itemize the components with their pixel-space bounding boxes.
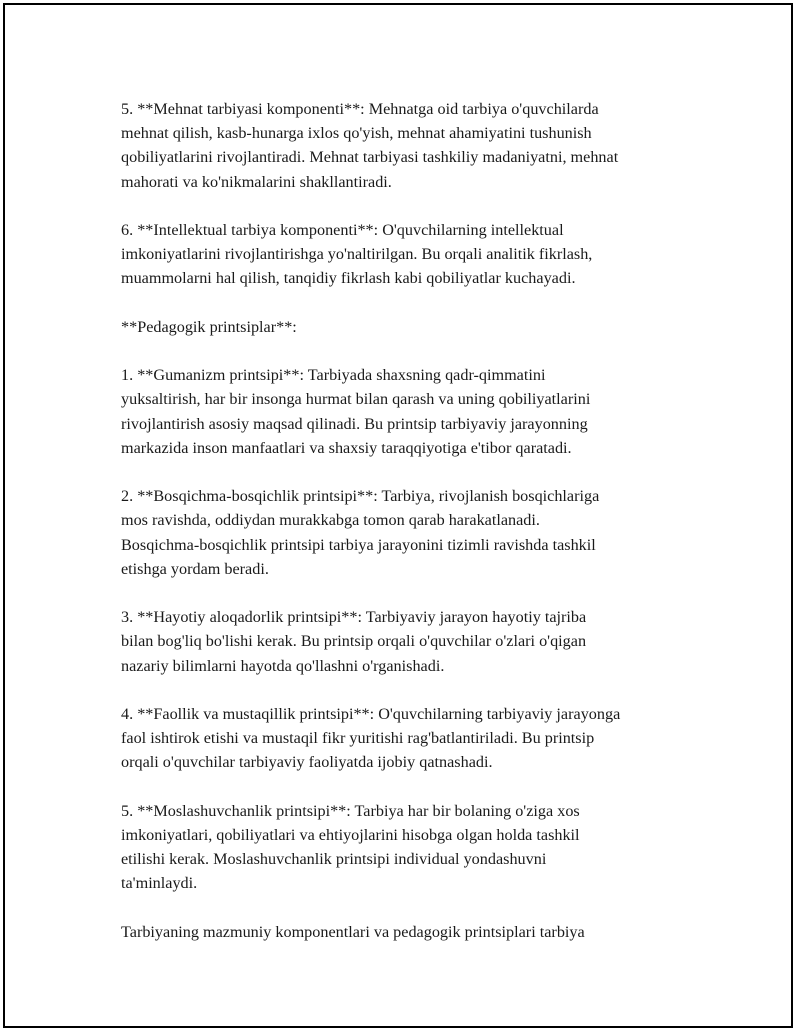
text-line: qobiliyatlarini rivojlantiradi. Mehnat tarbiyasi tashkiliy madaniyatni, mehnat [121, 148, 619, 167]
text-line: nazariy bilimlarni hayotda qo'llashni o'rganishadi. [121, 656, 445, 675]
text-line: 5. **Moslashuvchanlik printsipi**: Tarbiya har bir bolaning o'ziga xos [121, 801, 580, 820]
text-line: etishga yordam beradi. [121, 559, 269, 578]
paragraph-moslashuvchanlik [121, 799, 701, 896]
paragraph-faollik-mustaqillik [121, 702, 701, 775]
paragraph-intellektual-tarbiya [121, 218, 701, 291]
text-line: 5. **Mehnat tarbiyasi komponenti**: Mehnatga oid tarbiya o'quvchilarda [121, 100, 599, 118]
section-heading-pedagogik-printsiplar [121, 315, 701, 339]
text-line: mahorati va ko'nikmalarini shakllantiradi. [121, 172, 392, 191]
text-line: Bosqichma-bosqichlik printsipi tarbiya jarayonini tizimli ravishda tashkil [121, 535, 596, 554]
text-line: yuksaltirish, har bir insonga hurmat bilan qarash va uning qobiliyatlarini [121, 390, 591, 409]
text-line: etilishi kerak. Moslashuvchanlik printsipi individual yondashuvni [121, 850, 547, 869]
document-body [121, 97, 701, 968]
text-line: faol ishtirok etishi va mustaqil fikr yuritishi rag'batlantiriladi. Bu printsip [121, 729, 595, 748]
text-line: Tarbiyaning mazmuniy komponentlari va pedagogik printsiplari tarbiya [121, 922, 585, 941]
text-line: imkoniyatlari, qobiliyatlari va ehtiyojlarini hisobga olgan holda tashkil [121, 825, 580, 844]
text-line: muammolarni hal qilish, tanqidiy fikrlash kabi qobiliyatlar kuchayadi. [121, 269, 576, 288]
text-line: rivojlantirish asosiy maqsad qilinadi. Bu printsip tarbiyaviy jarayonning [121, 414, 588, 433]
text-line: 3. **Hayotiy aloqadorlik printsipi**: Tarbiyaviy jarayon hayotiy tajriba [121, 608, 587, 627]
text-line: 1. **Gumanizm printsipi**: Tarbiyada shaxsning qadr-qimmatini [121, 366, 546, 385]
text-line: imkoniyatlarini rivojlantirishga yo'naltirilgan. Bu orqali analitik fikrlash, [121, 245, 593, 264]
text-line: markazida inson manfaatlari va shaxsiy taraqqiyotiga e'tibor qaratadi. [121, 438, 572, 457]
text-line: 2. **Bosqichma-bosqichlik printsipi**: Tarbiya, rivojlanish bosqichlariga [121, 487, 600, 506]
paragraph-hayotiy-aloqadorlik [121, 605, 701, 678]
paragraph-bosqichma-bosqichlik [121, 484, 701, 581]
paragraph-xulosa [121, 920, 701, 944]
text-line: ta'minlaydi. [121, 874, 198, 893]
page-frame [3, 3, 793, 1028]
paragraph-mehnat-tarbiyasi [121, 97, 701, 194]
text-line: mos ravishda, oddiydan murakkabga tomon qarab harakatlanadi. [121, 511, 540, 530]
heading-text: **Pedagogik printsiplar**: [121, 317, 297, 336]
text-line: 6. **Intellektual tarbiya komponenti**: O'quvchilarning intellektual [121, 221, 564, 239]
text-line: mehnat qilish, kasb-hunarga ixlos qo'yish, mehnat ahamiyatini tushunish [121, 124, 592, 143]
text-line: bilan bog'liq bo'lishi kerak. Bu printsip orqali o'quvchilar o'zlari o'qigan [121, 632, 587, 651]
text-line: orqali o'quvchilar tarbiyaviy faoliyatda ijobiy qatnashadi. [121, 753, 493, 772]
paragraph-gumanizm-printsipi [121, 363, 701, 460]
text-line: 4. **Faollik va mustaqillik printsipi**: O'quvchilarning tarbiyaviy jarayonga [121, 704, 621, 723]
